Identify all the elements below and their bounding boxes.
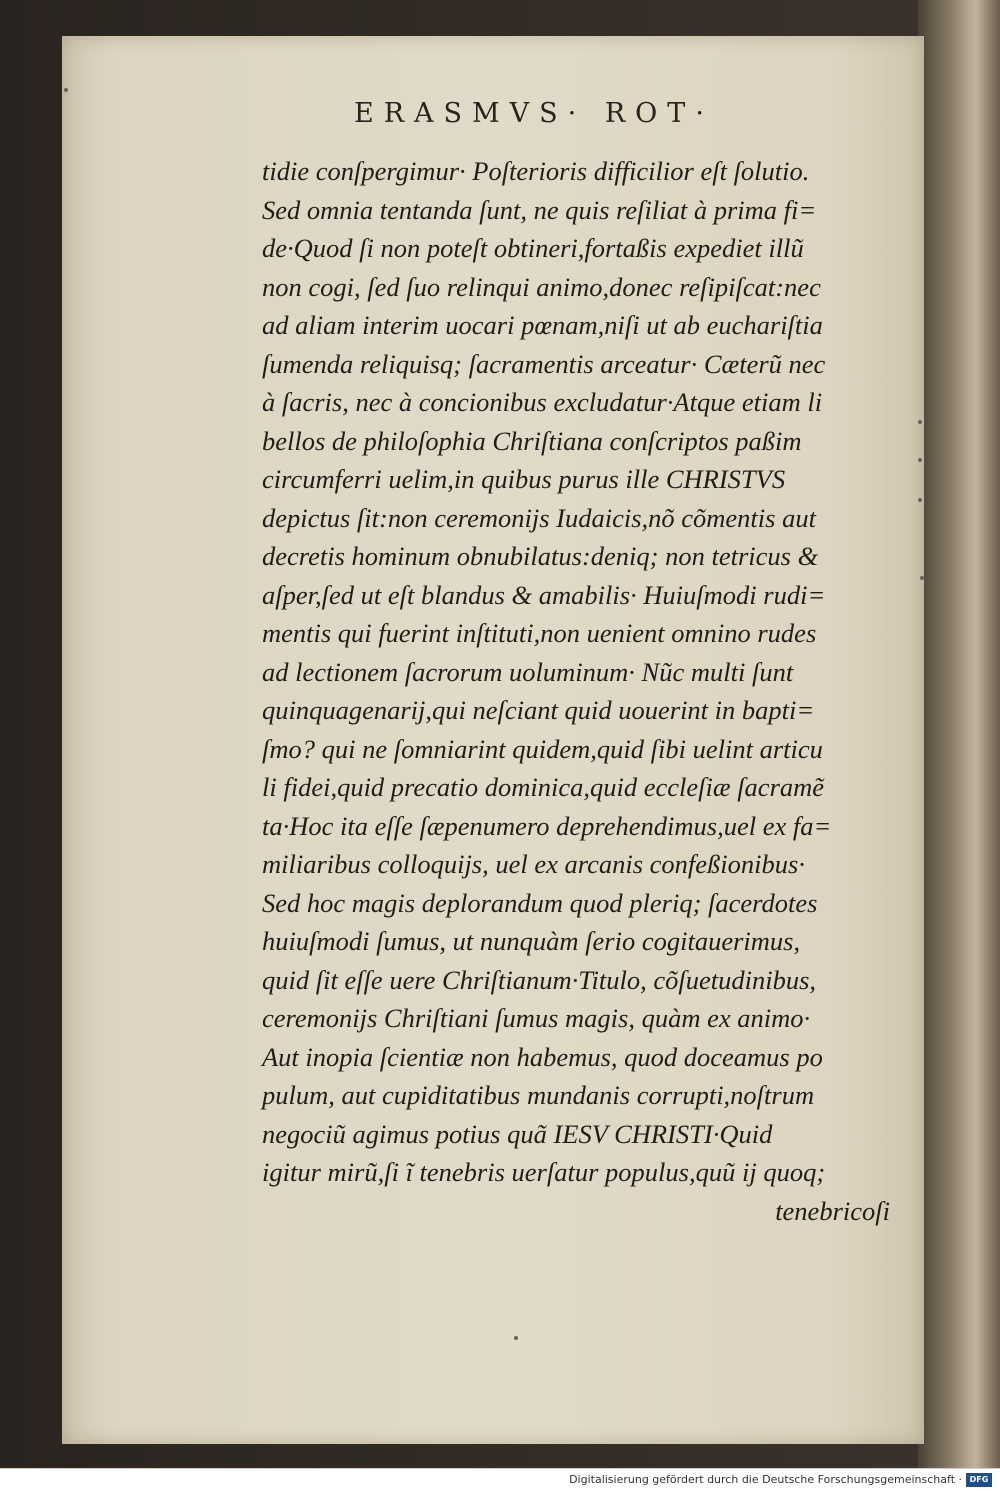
margin-mark (920, 576, 924, 580)
text-line: ceremonijs Chriſtiani ſumus magis, quàm ex animo· (262, 1003, 811, 1033)
footer-credit: Digitalisierung gefördert durch die Deutsche Forschungsgemeinschaft · (569, 1473, 962, 1486)
margin-mark (514, 1336, 518, 1340)
text-line: igitur mirũ,ſi ĩ tenebris uerſatur populus,quũ ij quoq; (262, 1157, 826, 1187)
text-line: quinquagenarij,qui neſciant quid uouerint in bapti= (262, 695, 815, 725)
text-line: negociũ agimus potius quã IESV CHRISTI·Quid (262, 1118, 773, 1149)
catchword: tenebricoſi (775, 1195, 890, 1226)
text-line: Sed omnia tentanda ſunt, ne quis reſiliat à prima fi= (262, 194, 817, 225)
text-line: li fidei,quid precatio dominica,quid eccleſiæ ſacramẽ (262, 772, 825, 802)
margin-mark (918, 498, 922, 502)
text-line: miliaribus colloquijs, uel ex arcanis confeßionibus· (262, 849, 805, 879)
text-line: ſumenda reliquisq; ſacramentis arceatur· Cæterũ nec (262, 348, 826, 379)
text-line: à ſacris, nec à concionibus excludatur·Atque etiam li (262, 387, 823, 417)
dfg-logo-icon: DFG (966, 1473, 992, 1487)
text-line: aſper,ſed ut eſt blandus & amabilis· Huiuſmodi rudi= (262, 579, 826, 610)
margin-mark (918, 458, 922, 462)
text-line: pulum, aut cupiditatibus mundanis corrupti,noſtrum (262, 1080, 815, 1110)
text-line: tidie conſpergimur· Poſterioris difficilior eſt ſolutio. (262, 156, 810, 186)
running-head: ERASMVS· ROT· (354, 98, 714, 129)
text-line: non cogi, ſed ſuo relinqui animo,donec reſipiſcat:nec (262, 271, 821, 302)
text-line: quid ſit eſſe uere Chriſtianum·Titulo, cõſuetudinibus, (262, 964, 817, 995)
text-line: bellos de philoſophia Chriſtiana conſcriptos paßim (262, 425, 802, 456)
text-line: huiuſmodi ſumus, ut nunquàm ſerio cogitauerimus, (262, 926, 801, 956)
text-line: decretis hominum obnubilatus:deniq; non tetricus & (262, 541, 819, 571)
text-block (262, 152, 922, 1230)
text-line: mentis qui fuerint inſtituti,non uenient omnino rudes (262, 618, 817, 648)
text-line: circumferri uelim,in quibus purus ille CHRISTVS (262, 464, 786, 494)
text-line: depictus ſit:non ceremonijs Iudaicis,nõ cõmentis aut (262, 502, 816, 533)
page-edge (918, 0, 1000, 1468)
text-line: ad aliam interim uocari pœnam,niſi ut ab euchariſtia (262, 310, 823, 340)
margin-mark (918, 420, 922, 424)
text-line: Aut inopia ſcientiæ non habemus, quod doceamus po (262, 1041, 823, 1072)
text-line: ſmo? qui ne ſomniarint quidem,quid ſibi uelint articu (262, 733, 823, 764)
text-line: ta·Hoc ita eſſe ſæpenumero deprehendimus,uel ex fa= (262, 810, 832, 841)
margin-mark (64, 88, 68, 92)
text-line: de·Quod ſi non poteſt obtineri,fortaßis expediet illũ (262, 233, 804, 263)
text-line: Sed hoc magis deplorandum quod pleriq; ſacerdotes (262, 887, 818, 918)
footer-bar (0, 1468, 1000, 1492)
text-line: ad lectionem ſacrorum uoluminum· Nũc multi ſunt (262, 656, 794, 687)
